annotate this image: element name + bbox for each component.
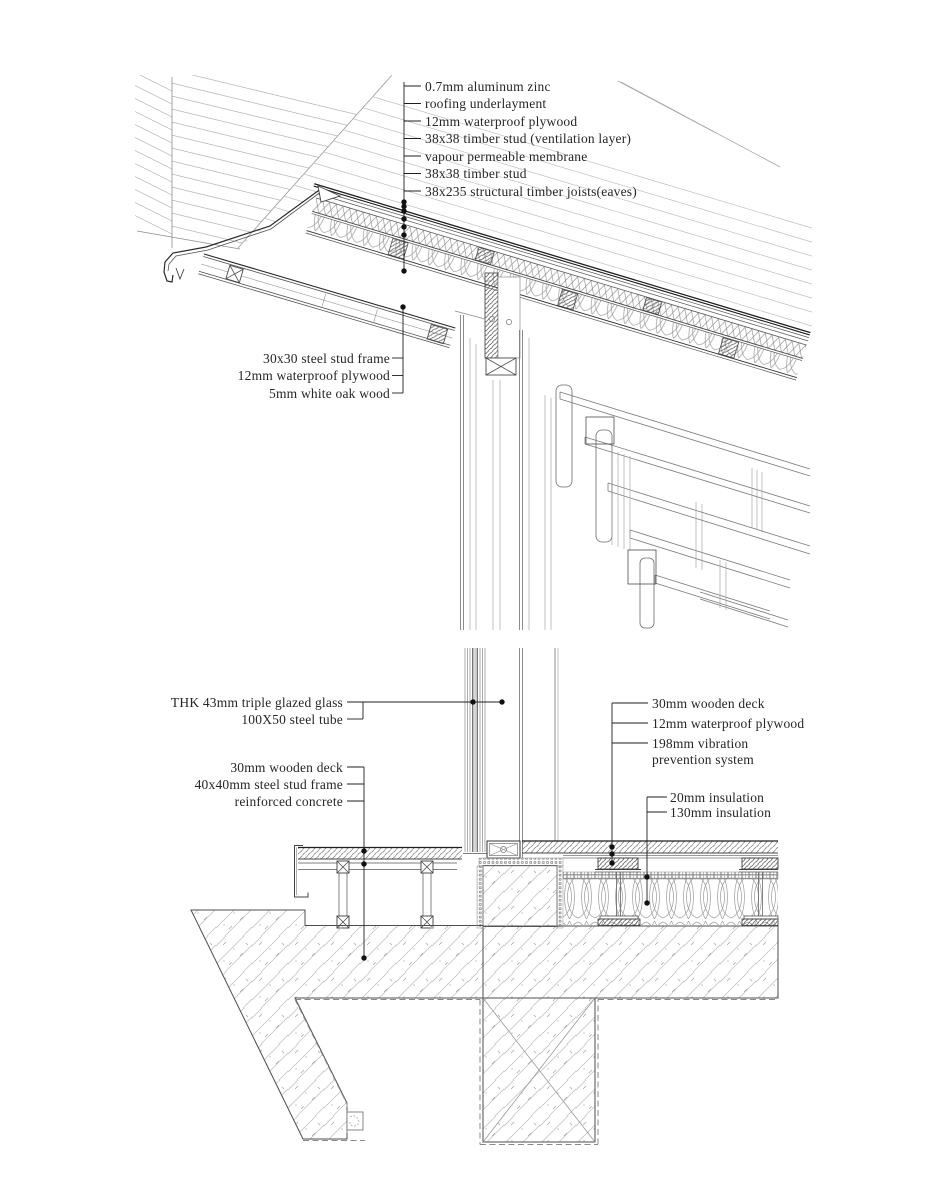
wall-siding-main-plane [130, 60, 400, 281]
louver-assembly [556, 385, 810, 628]
stud-connectors [337, 861, 433, 928]
concrete-column [483, 998, 595, 1142]
timber-batten [475, 247, 494, 264]
callout-wooden-deck-int: 30mm wooden deck [652, 696, 765, 711]
callout-reinforced-concrete: reinforced concrete [234, 794, 343, 809]
roof-leader-left-dot [400, 304, 405, 309]
window-head-assembly [455, 273, 520, 375]
reinforced-concrete-slab [483, 926, 778, 998]
glass-leader-dot [499, 699, 504, 704]
frame-lines [520, 648, 559, 858]
steel-tube [487, 841, 520, 858]
callout-vibration-line2: prevention system [652, 752, 755, 767]
floor-leader-right [612, 703, 648, 863]
callout-insulation-20: 20mm insulation [670, 790, 765, 805]
callout-soffit-plywood: 12mm waterproof plywood [237, 368, 390, 383]
glass-leader [347, 702, 502, 719]
callout-steel-tube: 100X50 steel tube [241, 712, 343, 727]
callout-roofing-underlayment: roofing underlayment [425, 96, 547, 111]
eave-soffit-band [198, 254, 455, 348]
wall-siding-left-plane [130, 70, 176, 236]
glass-leader-dot [470, 699, 475, 704]
callout-white-oak: 5mm white oak wood [269, 386, 390, 401]
callout-wooden-deck-ext: 30mm wooden deck [230, 760, 343, 775]
callout-structural-joists: 38x235 structural timber joists(eaves) [425, 184, 637, 199]
footing-box [347, 1112, 363, 1130]
steel-stud-posts [339, 873, 431, 916]
exterior-deck [295, 846, 463, 929]
triple-glazed-glass [463, 648, 487, 854]
callout-steel-stud-40: 40x40mm steel stud frame [194, 777, 343, 792]
callout-floor-plywood: 12mm waterproof plywood [652, 716, 805, 731]
callout-vibration-line1: 198mm vibration [652, 736, 749, 751]
drainage-arrow [176, 268, 184, 279]
insulation-20mm-band [563, 872, 778, 879]
callout-timber-stud: 38x38 timber stud [425, 166, 527, 181]
roof-leader-left [392, 307, 403, 393]
callout-triple-glazed-glass: THK 43mm triple glazed glass [170, 695, 343, 710]
callout-vapour-membrane: vapour permeable membrane [425, 149, 588, 164]
callout-vent-timber-stud: 38x38 timber stud (ventilation layer) [425, 131, 632, 146]
callout-aluminum-zinc: 0.7mm aluminum zinc [425, 79, 551, 94]
reinforced-concrete-left [191, 910, 483, 1139]
callout-insulation-130: 130mm insulation [670, 805, 772, 820]
roof-hip-lines [618, 81, 780, 167]
head-blocking [485, 273, 498, 358]
floor-leader-right-dots [609, 844, 614, 865]
concrete-upstand [483, 866, 557, 927]
wall-base-line [137, 231, 240, 249]
timber-batten [643, 298, 662, 315]
callout-steel-stud-frame: 30x30 steel stud frame [263, 351, 390, 366]
callout-roof-plywood: 12mm waterproof plywood [425, 114, 578, 129]
